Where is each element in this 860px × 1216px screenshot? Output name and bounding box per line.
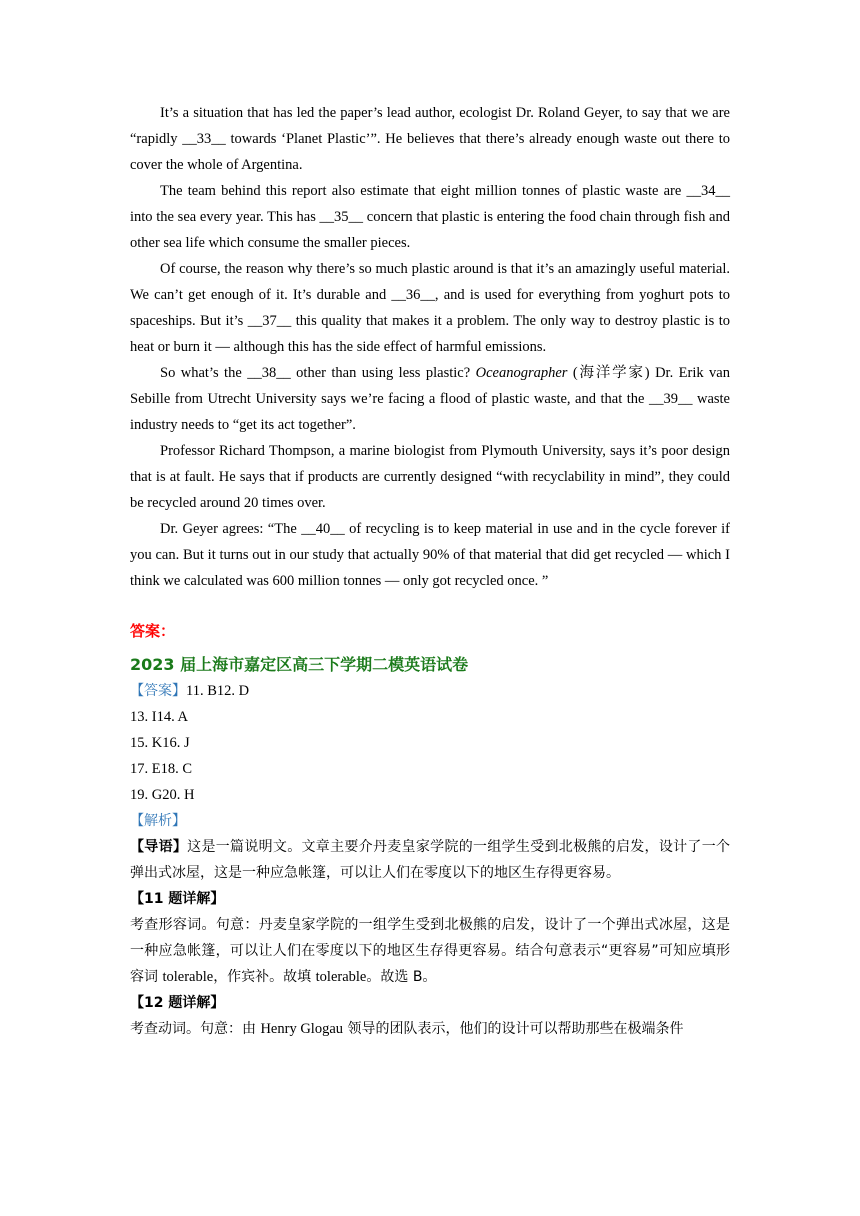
- passage-paragraph-5: Professor Richard Thompson, a marine biologist from Plymouth University, says it’s poor design that is at fault. He says that if products are currently designed “with recyclability in mind”, they could be recycled around 20 times over.: [130, 443, 730, 511]
- q11-heading: 【11 题详解】: [130, 891, 225, 907]
- document-page: [130, 100, 730, 1042]
- analysis-tag: 【解析】: [130, 813, 186, 829]
- passage-paragraph-1: It’s a situation that has led the paper’s lead author, ecologist Dr. Roland Geyer, to say that we are “rapidly __33__ towards ‘Planet Plastic’”. He believes that there’s already enough waste out there to cover the whole of Argentina.: [130, 105, 730, 173]
- q11-explanation: 考查形容词。句意：丹麦皇家学院的一组学生受到北极熊的启发，设计了一个弹出式冰屋，这是一种应急帐篷，可以让人们在零度以下的地区生存得更容易。结合句意表示“更容易”可知应填形容词 tolerable，作宾补。故填 tolerable。故选 B。: [130, 917, 730, 985]
- answer-key: [130, 678, 730, 808]
- answer-line-5: 19. G20. H: [130, 787, 195, 803]
- answer-line-4: 17. E18. C: [130, 761, 193, 777]
- guide-tag: 【导语】: [130, 839, 188, 855]
- italic-term: Oceanographer: [475, 365, 568, 381]
- passage-paragraph-4: So what’s the __38__ other than using less plastic? Oceanographer (海洋学家) Dr. Erik van Sebille from Utrecht University says we’re facing a flood of plastic waste, and that the __39__ waste industry needs to “get its act together”.: [130, 365, 730, 433]
- analysis-tag-line: [130, 808, 730, 834]
- q12-heading: 【12 题详解】: [130, 995, 225, 1011]
- reading-passage: [130, 100, 730, 594]
- guide-paragraph: 【导语】这是一篇说明文。文章主要介丹麦皇家学院的一组学生受到北极熊的启发，设计了一个弹出式冰屋，这是一种应急帐篷，可以让人们在零度以下的地区生存得更容易。: [130, 839, 730, 881]
- answer-tag: 【答案】: [130, 683, 186, 699]
- answer-line-2: 13. I14. A: [130, 709, 188, 725]
- answer-line-1: 【答案】11. B12. D: [130, 683, 250, 699]
- exam-title: 2023 届上海市嘉定区高三下学期二模英语试卷: [130, 655, 469, 674]
- passage-paragraph-2: The team behind this report also estimate that eight million tonnes of plastic waste are __34__ into the sea every year. This has __35__ concern that plastic is entering the food chain through fish and other sea life which consume the smaller pieces.: [130, 183, 730, 251]
- q12-explanation: 考查动词。句意：由 Henry Glogau 领导的团队表示，他们的设计可以帮助那些在极端条件: [130, 1021, 684, 1037]
- passage-paragraph-6: Dr. Geyer agrees: “The __40__ of recycling is to keep material in use and in the cycle forever if you can. But it turns out in our study that actually 90% of that material that did get recycled — which I think we calculated was 600 million tonnes — only got recycled once. ”: [130, 521, 730, 589]
- answer-line-3: 15. K16. J: [130, 735, 190, 751]
- passage-paragraph-3: Of course, the reason why there’s so much plastic around is that it’s an amazingly useful material. We can’t get enough of it. It’s durable and __36__, and is used for everything from yoghurt pots to spaceships. But it’s __37__ this quality that makes it a problem. The only way to destroy plastic is to heat or burn it — although this has the side effect of harmful emissions.: [130, 261, 730, 355]
- answer-heading: 答案：: [130, 622, 176, 640]
